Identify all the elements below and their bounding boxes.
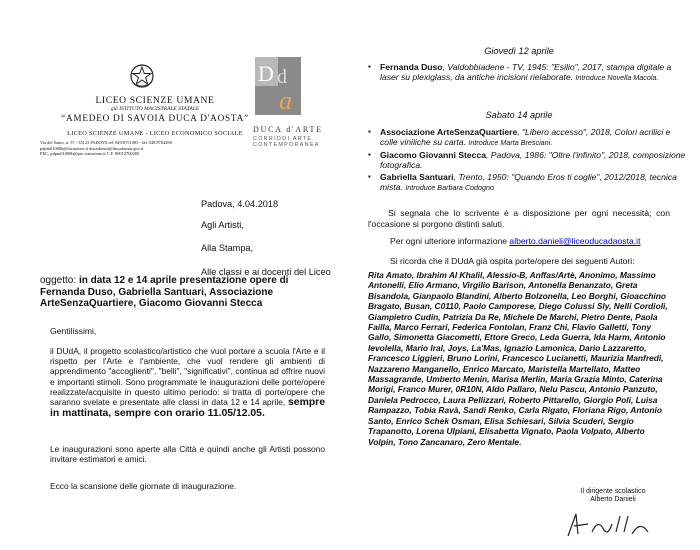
info-line: Per ogni ulteriore informazione alberto.danieli@liceoducadaosta.it bbox=[390, 236, 641, 246]
logo-mark-a: a bbox=[279, 86, 292, 115]
school-name: LICEO SCIENZE UMANE bbox=[95, 95, 215, 106]
contact-email-link[interactable]: alberto.danieli@liceoducadaosta.it bbox=[509, 236, 641, 246]
handwritten-signature bbox=[548, 510, 678, 540]
schedule-item-santuari: ▪ Gabriella Santuari, Trento, 1950: "Quando Eros ti coglie", 2012/2018, tecnica mista. Introduce Barbara Codogno bbox=[368, 172, 686, 194]
logo-tagline: CORRIDOI ARTE CONTEMPORANEA bbox=[253, 136, 320, 149]
schedule-item-artesenzaquartiere: ▪ Associazione ArteSenzaQuartiere, "Libero accesso", 2018, Colori acrilici e colle viniliche su carta. Introduce Marta Bresciani. bbox=[368, 127, 686, 149]
signer-name: Alberto Danieli bbox=[590, 496, 636, 503]
body-paragraph-3: Ecco la scansione delle giornate di inaugurazione. bbox=[50, 481, 237, 491]
day-heading-1: Giovedì 12 aprile bbox=[484, 46, 554, 56]
school-former-name: già ISTITUTO MAGISTRALE STATALE bbox=[110, 106, 200, 112]
letter-subject bbox=[40, 275, 325, 310]
body-paragraph-2: Le inaugurazioni sono aperte alla Città e quindi anche gli Artisti possono invitare estimatori e amici. bbox=[50, 444, 325, 465]
recipient-press: Alla Stampa, bbox=[201, 243, 254, 253]
subject-label: oggetto: bbox=[40, 275, 77, 286]
place-date: Padova, 4.04.2018 bbox=[201, 199, 279, 209]
logo-mark-d1: D bbox=[258, 61, 274, 86]
schedule-item-stecca: ▪ Giacomo Giovanni Stecca, Padova, 1986: "Oltre l'infinito", 2018, composizione fotografica. bbox=[368, 150, 686, 171]
signature-block bbox=[548, 488, 678, 504]
authors-intro: Si ricorda che il DUdA già ospita porte/opere dei seguenti Autori: bbox=[390, 256, 635, 266]
authors-list: Rita Amato, Ibrahim Al Khalil, Alessio-B, Anffas/Artè, Anonimo, Massimo Antonelli, Elio Armano, Virgilio Barison, Antonella Benanzato, Greta Bisandola, Gianpaolo Blandini, Alberto Bolzonella, Leo Borghi, Gioacchino Bragato, Busan, C0110, Paolo Camporese, Diego Colussi Sly, Nelli Cordioli, Giampietro Cudin, Patrizia Da Re, Michele De Marchi, Pietro Dente, Paola Failla, Marco Ferrari, Federica Fontolan, Franz Chi, Flavio Galletti, Tony Gallo, Simonetta Giacometti, Ettore Greco, Leda Guerra, Ida Harm, Antonio Ievolella, Mario Iral, Joys, La'Mas, Ignazio Lamonica, Dario Lazzaretto, Francesco Liggieri, Bruno Lorini, Francesco Lucianetti, Maurizia Manfredi, Nazzareno Manganello, Enrico Marcato, Maristella Martellato, Matteo Massagrande, Umberto Menin, Marisa Merlin, Maria Grazia Minto, Caterina Morigi, Franco Murer, 0R10N, Aldo Pallaro, Nelu Pascu, Antonio Panzuto, Daniela Pedrocco, Laura Pellizzari, Roberto Pittarello, Giorgio Poli, Luisa Rampazzo, Tobia Ravà, Sandi Renko, Carla Rigato, Floriana Rigo, Antonio Santo, Enrico Schek Osman, Elisa Schiesari, Silvia Scuderi, Sergio Trapanotto, Lorena Ulpiani, Elisabetta Vignato, Paola Volpato, Alberto Volpin, Tono Zancanaro, Zero Mentale. bbox=[368, 270, 668, 447]
signer-role: Il dirigente scolastico bbox=[580, 488, 646, 495]
logo-mark-d2: d bbox=[277, 66, 287, 88]
day-heading-2: Sabato 14 aprile bbox=[485, 110, 553, 120]
schedule-item-duso: ▪ Fernanda Duso, Valdobbiadene - TV, 1945: "Esilio", 2017, stampa digitale a laser su plexiglass, da antiche incisioni rielaborate. Introduce Novella Macola. bbox=[368, 62, 686, 84]
logo-name: DUCA d'ARTE bbox=[253, 125, 323, 134]
schedule-emphasis: sempre in mattinata, sempre con orario 11.05/12.05. bbox=[50, 397, 325, 420]
recipient-artists: Agli Artisti, bbox=[201, 220, 244, 230]
republic-emblem-icon bbox=[128, 62, 156, 90]
duca-darte-logo bbox=[255, 57, 301, 115]
availability-note: Si segnala che lo scrivente è a disposizione per ogni necessità; con l'occasione si porgono distinti saluti. bbox=[368, 208, 670, 229]
school-address: Via del Santo, n. 57 - 35123 PADOVA tel. 049/8751083 - fax 049/8764290 pdpm01000b@istruzione.it ducadaosta@ducadaosta.gov.it PEC: pdpm01000b@pec.istruzione.it C.F. 80012760285 bbox=[40, 140, 172, 156]
greeting: Gentilissimi, bbox=[50, 326, 97, 336]
school-dedication: “AMEDEO DI SAVOIA DUCA D'AOSTA” bbox=[61, 113, 249, 123]
subject-text: in data 12 e 14 aprile presentazione opere di Fernanda Duso, Gabriella Santuari, Associazione ArteSenzaQuartiere, Giacomo Giovanni Stecca bbox=[40, 275, 289, 309]
body-paragraph-1: il DUdA, il progetto scolastico/artistico che vuol portare a scuola l'Arte e il rispetto per l'Arte e l'ambiente, che vuol rendere gli ambienti di apprendimento "accoglienti", "belli", "significativi", continua ad offrire nuovi e importanti stimoli. Sono programmate le inaugurazioni delle porte/opere realizzate/acquisite in questo ultimo periodo: si tratta di porte/opere che saranno svelate e presentate alle classi in data 12 e 14 aprile, sempre in mattinata, sempre con orario 11.05/12.05. bbox=[50, 346, 325, 420]
recipient-classes: Alle classi e ai docenti del Liceo bbox=[201, 267, 331, 277]
school-types: LICEO SCIENZE UMANE - LICEO ECONOMICO SOCIALE bbox=[67, 130, 243, 137]
